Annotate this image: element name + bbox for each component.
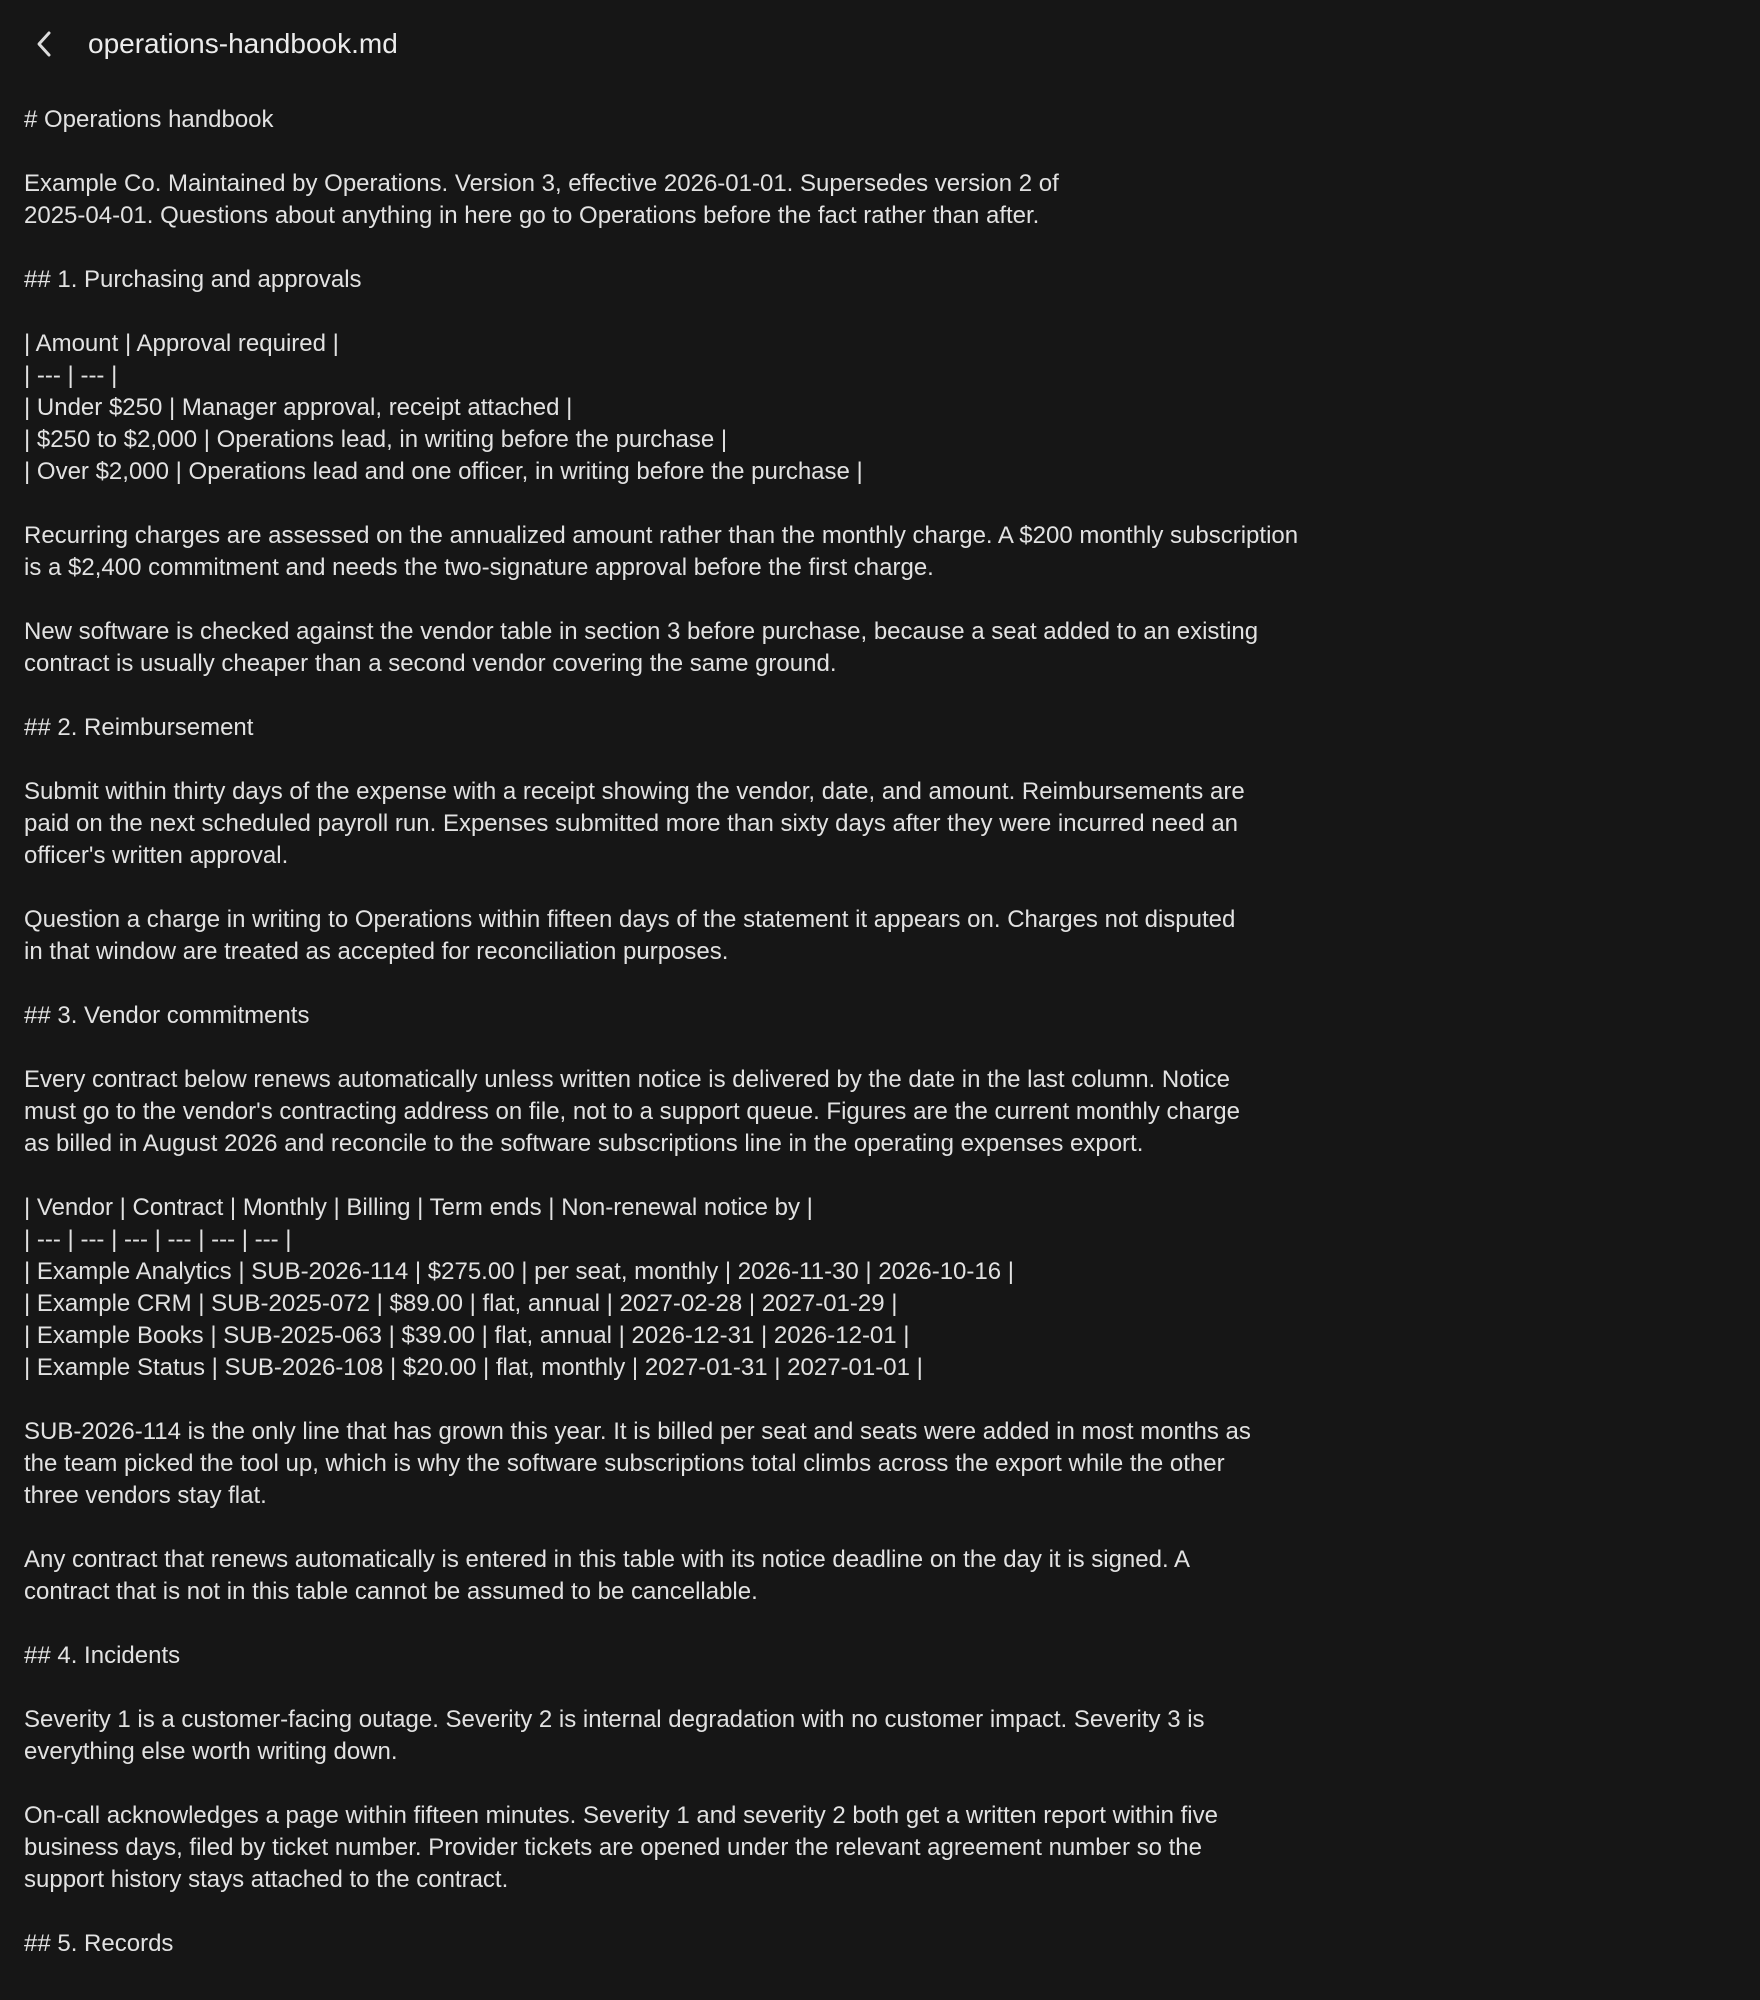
document-line [24,1160,1724,1192]
document-line [24,1384,1724,1416]
document-line: ## 2. Reimbursement [24,714,254,741]
document-line: | Under $250 | Manager approval, receipt attached | [24,394,573,421]
document-line: # Operations handbook [24,106,274,133]
document-line: New software is checked against the vendor table in section 3 before purchase, because a seat added to an existing [24,618,1259,645]
document-line [24,744,1724,776]
document-line [24,1512,1724,1544]
document-line: business days, filed by ticket number. Provider tickets are opened under the relevant agreement number so the [24,1834,1202,1861]
document-line: ## 1. Purchasing and approvals [24,266,362,293]
document-line: | --- | --- | [24,362,118,389]
document-line: 2025-04-01. Questions about anything in here go to Operations before the fact rather than after. [24,202,1040,229]
document-line: contract that is not in this table cannot be assumed to be cancellable. [24,1578,758,1605]
document-line [24,1896,1724,1928]
document-line [24,1768,1724,1800]
top-bar [0,0,1760,88]
document-line: contract is usually cheaper than a second vendor covering the same ground. [24,650,837,677]
document-line: ## 5. Records [24,1930,174,1957]
document-line: ## 3. Vendor commitments [24,1002,310,1029]
document-line [24,1608,1724,1640]
document-line: the team picked the tool up, which is why the software subscriptions total climbs across the export while the other [24,1450,1225,1477]
document-line: support history stays attached to the contract. [24,1866,509,1893]
document-line [24,872,1724,904]
document-line: is a $2,400 commitment and needs the two-signature approval before the first charge. [24,554,934,581]
document-line: | Example Analytics | SUB-2026-114 | $275.00 | per seat, monthly | 2026-11-30 | 2026-10-16 | [24,1258,1014,1285]
document-line: | Example Status | SUB-2026-108 | $20.00 | flat, monthly | 2027-01-31 | 2027-01-01 | [24,1354,923,1381]
document-line [24,136,1724,168]
document-line [24,1672,1724,1704]
back-button[interactable] [22,22,66,66]
file-title: operations-handbook.md [88,28,398,59]
document-line: SUB-2026-114 is the only line that has grown this year. It is billed per seat and seats were added in most months as [24,1418,1251,1445]
document-line: On-call acknowledges a page within fifteen minutes. Severity 1 and severity 2 both get a written report within five [24,1802,1218,1829]
document-line: Submit within thirty days of the expense with a receipt showing the vendor, date, and amount. Reimbursements are [24,778,1245,805]
document-line [24,296,1724,328]
document-line: | --- | --- | --- | --- | --- | --- | [24,1226,292,1253]
document-line: | Amount | Approval required | [24,330,339,357]
document-line [24,1032,1724,1064]
document-line [24,680,1724,712]
document-line: paid on the next scheduled payroll run. Expenses submitted more than sixty days after they were incurred need an [24,810,1239,837]
document-line: as billed in August 2026 and reconcile to the software subscriptions line in the operating expenses export. [24,1130,1144,1157]
document-line: must go to the vendor's contracting address on file, not to a support queue. Figures are the current monthly charge [24,1098,1240,1125]
document-line: Recurring charges are assessed on the annualized amount rather than the monthly charge. A $200 monthly subscription [24,522,1299,549]
document-line: | $250 to $2,000 | Operations lead, in writing before the purchase | [24,426,728,453]
document-line: three vendors stay flat. [24,1482,267,1509]
document-line [24,488,1724,520]
document-line: in that window are treated as accepted for reconciliation purposes. [24,938,729,965]
markdown-source-view[interactable] [24,104,1724,2000]
document-line: | Example Books | SUB-2025-063 | $39.00 | flat, annual | 2026-12-31 | 2026-12-01 | [24,1322,910,1349]
chevron-left-icon [32,29,56,59]
document-line: Example Co. Maintained by Operations. Version 3, effective 2026-01-01. Supersedes version 2 of [24,170,1059,197]
document-line: Question a charge in writing to Operations within fifteen days of the statement it appears on. Charges not disputed [24,906,1236,933]
document-line [24,584,1724,616]
document-line: everything else worth writing down. [24,1738,398,1765]
document-line: Severity 1 is a customer-facing outage. Severity 2 is internal degradation with no customer impact. Severity 3 is [24,1706,1205,1733]
document-line: | Example CRM | SUB-2025-072 | $89.00 | flat, annual | 2027-02-28 | 2027-01-29 | [24,1290,898,1317]
document-line [24,232,1724,264]
document-line: ## 4. Incidents [24,1642,181,1669]
document-line: Every contract below renews automatically unless written notice is delivered by the date in the last column. Notice [24,1066,1230,1093]
document-line: | Vendor | Contract | Monthly | Billing | Term ends | Non-renewal notice by | [24,1194,813,1221]
document-line: officer's written approval. [24,842,289,869]
document-line: | Over $2,000 | Operations lead and one officer, in writing before the purchase | [24,458,863,485]
document-line [24,968,1724,1000]
document-line: Any contract that renews automatically is entered in this table with its notice deadline on the day it is signed. A [24,1546,1190,1573]
